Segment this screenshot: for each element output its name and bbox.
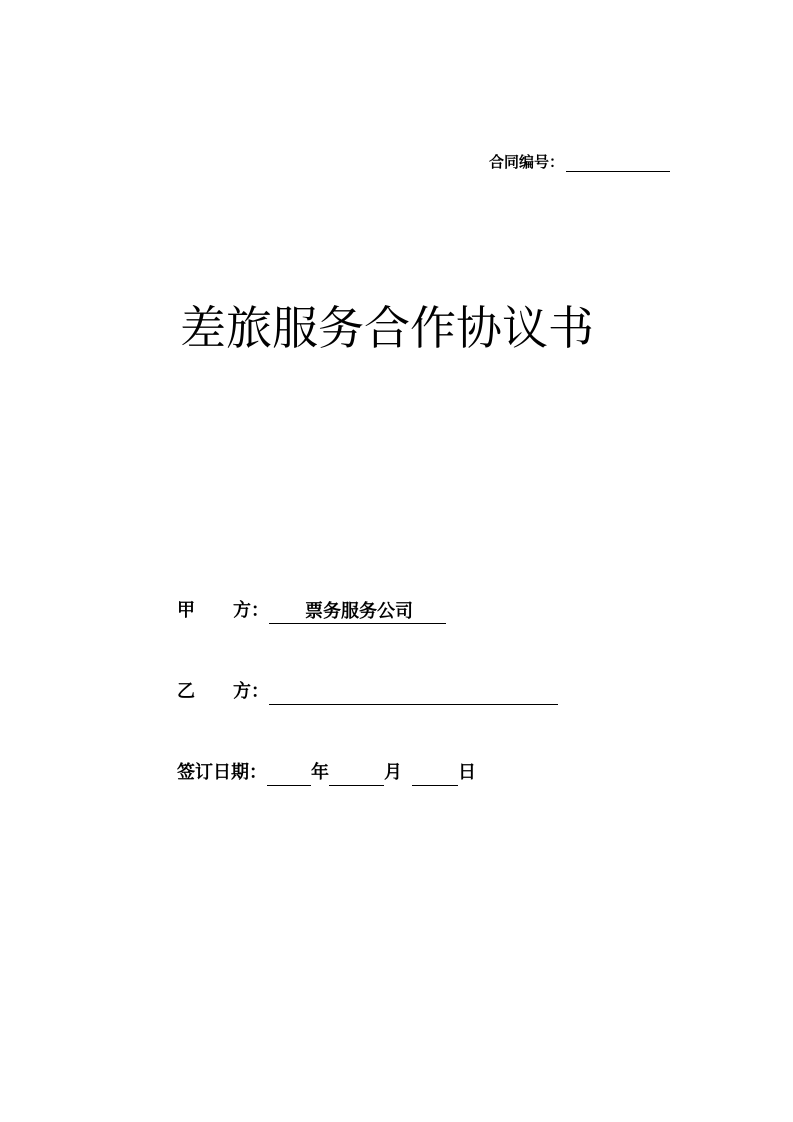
day-unit: 日 [458, 762, 476, 783]
party-b-label-last: 方： [233, 681, 269, 702]
document-title: 差旅服务合作协议书 [180, 301, 594, 355]
party-a-label-last: 方： [233, 600, 269, 621]
party-b-label-first: 乙 [177, 681, 195, 702]
contract-number-blank [566, 151, 670, 172]
party-a-value: 票务服务公司 [269, 600, 446, 624]
contract-number-label: 合同编号： [489, 153, 565, 171]
contract-number [489, 150, 670, 172]
day-blank [412, 761, 458, 786]
party-b-value [269, 680, 558, 705]
year-unit: 年 [311, 762, 329, 783]
party-a-row [177, 598, 446, 624]
party-b-row [177, 679, 558, 705]
sign-date-row [177, 760, 476, 786]
month-unit: 月 [384, 762, 402, 783]
year-blank [267, 761, 311, 786]
party-a-label-first: 甲 [177, 600, 195, 621]
month-blank [329, 761, 384, 786]
sign-date-label: 签订日期： [177, 762, 267, 783]
